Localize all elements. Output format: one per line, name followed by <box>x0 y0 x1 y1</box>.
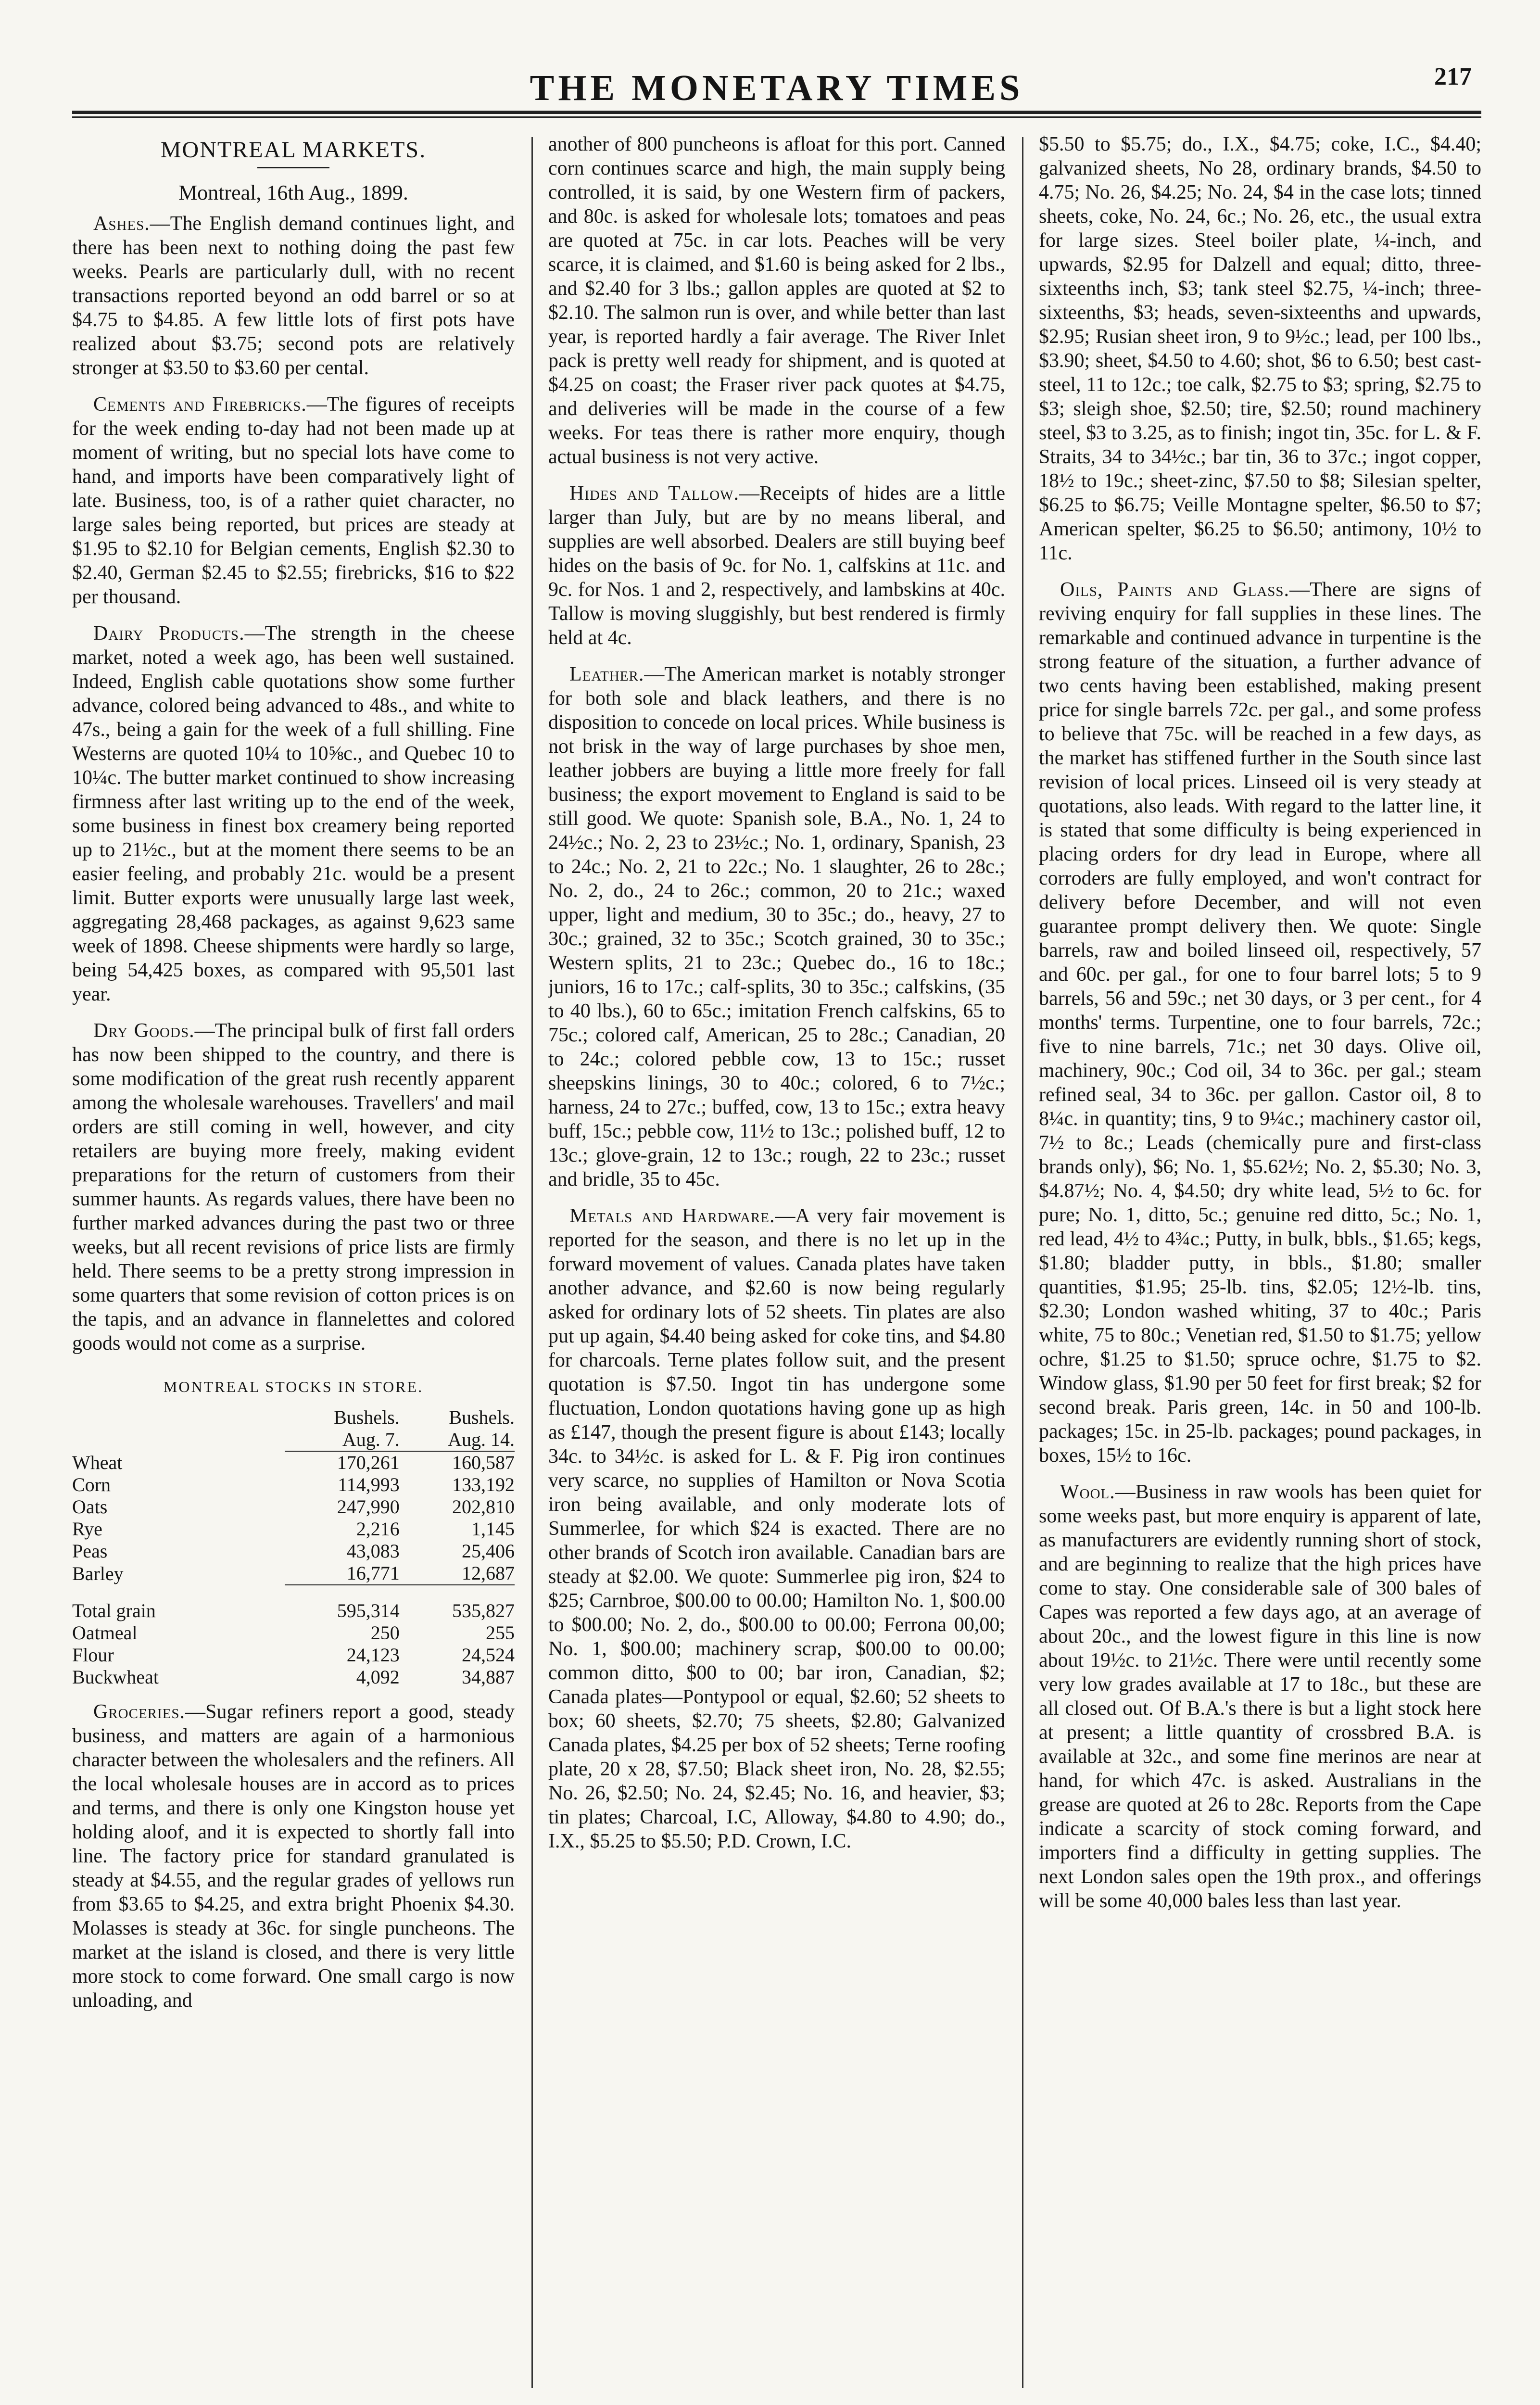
paragraph-text: —The figures of receipts for the week ending to-day had not been made up at moment of writing, but no special lots have come to hand, and imports have been comparatively light of late. Business, too, is of a rather quiet character, no large sales being reported, but prices are steady at $1.95 to $2.10 for Belgian cements, English $2.30 to $2.40, German $2.45 to $2.55; firebricks, $16 to $22 per thousand. <box>72 393 515 608</box>
table-header-date-b: Aug. 14. <box>400 1429 515 1451</box>
table-cell-name: Flour <box>72 1644 114 1666</box>
table-cell-a: 114,993 <box>338 1474 400 1495</box>
section-head: Cements and Firebricks. <box>93 393 307 416</box>
section-head: Leather. <box>569 663 644 685</box>
table-cell-b: 160,587 <box>452 1452 515 1473</box>
table-cell-name: Barley <box>72 1562 124 1584</box>
paragraph-metals-continued: $5.50 to $5.75; do., I.X., $4.75; coke, I.C., $4.40; galvanized sheets, No 28, ordinary brands, $4.50 to 4.75; No. 26, $4.25; No. 24, $4 in the case lots; tinned sheets, coke, No. 24, 6c.; No. 26, etc., the usual extra for large sizes. Steel boiler plate, ¼-inch, and upwards, $2.95 for Dalzell and equal; ditto, three-sixteenths inch, $3; tank steel $2.75, ¼-inch; three-sixteenths, $3; heads, seven-sixteenths and upwards, $2.95; Rusian sheet iron, 9 to 9½c.; lead, per 100 lbs., $3.90; sheet, $4.50 to 4.60; shot, $6 to 6.50; best cast-steel, 11 to 12c.; toe calk, $2.75 to $3; spring, $2.75 to $3; sleigh shoe, $2.50; tire, $2.50; round machinery steel, $3 to 3.25, as to finish; ingot tin, 35c. for L. & F. Straits, 34 to 34½c.; bar tin, 36 to 37c.; ingot copper, 18½ to 19c.; sheet-zinc, $7.50 to $8; Silesian spelter, $6.25 to $6.75; Veille Montagne spelter, $6.50 to $7; American spelter, $6.25 to $6.50; antimony, 10½ to 11c. <box>1039 133 1481 564</box>
table-row <box>72 1562 515 1585</box>
paragraph-text: —Sugar refiners report a good, steady business, and matters are again of a harmonious character between the wholesalers and the refiners. All the local wholesale houses are in accord as to prices and terms, and there is only one Kingston house yet holding aloof, and it is expected to shortly fall into line. The factory price for standard granulated is steady at $4.55, and the regular grades of yellows run from $3.65 to $4.25, and extra bright Phoenix $4.30. Molasses is steady at 36c. for single puncheons. The market at the island is closed, and there is very little more stock to come forward. One small cargo is now unloading, and <box>72 1701 515 2012</box>
table-header-unit-b: Bushels. <box>449 1406 515 1428</box>
table-row <box>72 1518 515 1540</box>
column-2 <box>548 132 1005 2393</box>
table-total-row <box>72 1585 515 1622</box>
table-cell-a: 43,083 <box>346 1540 400 1562</box>
section-head: Metals and Hardware. <box>569 1205 775 1227</box>
table-header-date-a: Aug. 7. <box>285 1429 400 1451</box>
table-cell-b: 535,827 <box>452 1600 515 1621</box>
paragraph-groceries <box>72 1700 515 2013</box>
table-cell-name: Oats <box>72 1496 108 1518</box>
section-head: Dry Goods. <box>93 1020 195 1042</box>
column-divider <box>1022 137 1023 2388</box>
section-head: Wool. <box>1060 1481 1115 1503</box>
table-cell-name: Oatmeal <box>72 1622 138 1644</box>
table-cell-a: 247,990 <box>337 1496 400 1518</box>
paragraph-ashes <box>72 212 515 380</box>
table-cell-a: 170,261 <box>337 1452 400 1473</box>
paragraph-text: —Business in raw wools has been quiet for some weeks past, but more enquiry is apparent of late, as manufacturers are evidently running short of stock, and are beginning to realize that the high prices have come to stay. One considerable sale of 300 bales of Capes was reported a few days ago, at an average of about 20c., and the lowest figure in this line is now about 19½c. to 21½c. There were until recently some very low grades available at 17 to 18c., but these are all closed out. Of B.A.'s there is but a light stock here at present; a little quantity of crossbred B.A. is available at 32c., and some fine merinos are near at hand, for which 47c. is asked. Australians in the grease are quoted at 26 to 28c. Reports from the Cape indicate a scarcity of stock coming forward, and importers find a difficulty in getting supplies. The next London sales open the 19th prox., and offerings will be some 40,000 bales less than last year. <box>1039 1481 1481 1912</box>
section-head: Groceries. <box>93 1701 186 1723</box>
table-cell-b: 24,524 <box>462 1644 515 1666</box>
table-cell-b: 255 <box>486 1622 515 1644</box>
paragraph-groceries-continued: another of 800 puncheons is afloat for this port. Canned corn continues scarce and high, the main supply being controlled, it is said, by one Western firm of packers, and 80c. is asked for wholesale lots; tomatoes and peas are quoted at 75c. in car lots. Peaches will be very scarce, it is claimed, and $1.60 is being asked for 2 lbs., and $2.40 for 3 lbs.; gallon apples are quoted at $2 to $2.10. The salmon run is over, and while better than last year, is reported hardly a fair average. The River Inlet pack is pretty well ready for shipment, and is quoted at $4.25 on coast; the Fraser river pack quotes at $4.75, and deliveries will be made in the course of a few weeks. For teas there is rather more enquiry, though actual business is not very active. <box>548 133 1005 468</box>
paragraph-text: —The American market is notably stronger for both sole and black leathers, and there is no disposition to concede on local prices. While business is not brisk in the way of large purchases by shoe men, leather jobbers are buying a little more freely for fall business; the export movement to England is said to be still good. We quote: Spanish sole, B.A., No. 1, 24 to 24½c.; No. 2, 23 to 23½c.; No. 1, ordinary, Spanish, 23 to 24c.; No. 2, 21 to 22c.; No. 1 slaughter, 26 to 28c.; No. 2, do., 24 to 26c.; common, 20 to 21c.; waxed upper, light and medium, 30 to 35c.; do., heavy, 27 to 30c.; grained, 32 to 35c.; Scotch grained, 30 to 35c.; Western splits, 21 to 23c.; Quebec do., 16 to 18c.; juniors, 16 to 17c.; calf-splits, 30 to 35c.; calfskins, (35 to 40 lbs.), 60 to 65c.; imitation French calfskins, 65 to 75c.; colored calf, American, 25 to 28c.; Canadian, 20 to 24c.; colored pebble cow, 13 to 15c.; russet sheepskins linings, 30 to 40c.; colored, 6 to 7½c.; harness, 24 to 27c.; buffed, cow, 13 to 15c.; extra heavy buff, 15c.; pebble cow, 11½ to 13c.; polished buff, 12 to 13c.; glove-grain, 12 to 13c.; rough, 22 to 23c.; russet and bridle, 35 to 45c. <box>548 663 1005 1190</box>
paragraph-leather <box>548 662 1005 1191</box>
paragraph-text: —The English demand continues light, and there has been next to nothing doing the past few weeks. Pearls are particularly dull, with no recent transactions reported beyond an odd barrel or so at $4.75 to $4.85. A few little lots of first pots have realized about $3.75; second pots are relatively stronger at $3.50 to $3.60 per cental. <box>72 213 515 379</box>
table-cell-a: 16,771 <box>285 1562 400 1585</box>
table-row <box>72 1496 515 1518</box>
column-divider <box>531 137 533 2388</box>
table-cell-name: Wheat <box>72 1451 123 1473</box>
table-row <box>72 1540 515 1562</box>
table-header-unit-a: Bushels. <box>334 1406 400 1428</box>
header-rule <box>72 111 1481 114</box>
paragraph-wool <box>1039 1480 1481 1913</box>
table-cell-b: 202,810 <box>452 1496 515 1518</box>
table-cell-b: 25,406 <box>462 1540 515 1562</box>
paragraph-dry-goods <box>72 1019 515 1355</box>
table-row <box>72 1644 515 1666</box>
table-cell-a: 2,216 <box>356 1518 400 1540</box>
table-header-row <box>72 1429 515 1451</box>
stocks-table-title: MONTREAL STOCKS IN STORE. <box>163 1378 424 1395</box>
table-cell-name: Peas <box>72 1540 108 1562</box>
table-cell-b: 133,192 <box>452 1474 515 1495</box>
table-row <box>72 1622 515 1644</box>
table-cell-a: 595,314 <box>337 1600 400 1621</box>
page-header <box>72 53 1481 111</box>
table-row <box>72 1666 515 1688</box>
paragraph-text: —A very fair movement is reported for the season, and there is no let up in the forward movement of values. Canada plates have taken another advance, and $2.60 is now being regularly asked for ordinary lots of 52 sheets. Tin plates are also put up again, $4.40 being asked for coke tins, and $4.80 for charcoals. Terne plates follow suit, and the present quotation is $7.50. Ingot tin has undergone some fluctuation, London quotations having gone up as high as £147, though the present figure is about £143; locally 34c. to 34½c. is asked for L. & F. Pig iron continues very scarce, no supplies of Hamilton or Nova Scotia iron being available, and only moderate lots of Summerlee, for which $24 is exacted. There are no other brands of Scotch iron available. Canadian bars are steady at $2.00. We quote: Summerlee pig iron, $24 to $25; Carnbroe, $00.00 to 00.00; Hamilton No. 1, $00.00 to $00.00; No. 2, do., $00.00 to 00.00; Ferrona 00,00; No. 1, $00.00; machinery scrap, $00.00 to 00.00; common ditto, $00 to 00; bar iron, Canadian, $2; Canada plates—Pontypool or equal, $2.60; 52 sheets to box; 60 sheets, $2.70; 75 sheets, $2.80; Galvanized Canada plates, $4.25 per box of 52 sheets; Terne roofing plate, 20 x 28, $7.50; Black sheet iron, No. 28, $2.55; No. 26, $2.50; No. 24, $2.45; No. 16, and heavier, $3; tin plates; Charcoal, I.C, Alloway, $4.80 to 4.90; do., I.X., $5.25 to $5.50; P.D. Crown, I.C. <box>548 1205 1005 1852</box>
section-head: Ashes. <box>93 213 150 235</box>
paragraph-oils <box>1039 578 1481 1468</box>
table-cell-b: 1,145 <box>471 1518 515 1540</box>
column-1 <box>72 132 515 2393</box>
table-cell-name: Rye <box>72 1518 102 1540</box>
section-head: Oils, Paints and Glass. <box>1060 579 1290 601</box>
stocks-table <box>72 1406 515 1688</box>
table-cell-name: Corn <box>72 1474 111 1495</box>
table-cell-a: 24,123 <box>346 1644 400 1666</box>
paragraph-dairy <box>72 621 515 1006</box>
paragraph-text: —The principal bulk of first fall orders has now been shipped to the country, and there is some modification of the great rush recently apparent among the wholesale warehouses. Travellers' and mail orders are still coming in well, however, and city retailers are buying more freely, making evident preparations for the return of customers from their summer haunts. As regards values, there have been no further marked advances during the past two or three weeks, but all recent revisions of price lists are firmly held. There seems to be a pretty strong impression in some quarters that some revision of cotton prices is on the tapis, and an advance in flannelettes and colored goods would not come as a surprise. <box>72 1020 515 1354</box>
page-number: 217 <box>1434 63 1472 90</box>
table-cell-b: 12,687 <box>400 1562 515 1585</box>
paragraph-text: —There are signs of reviving enquiry for fall supplies in these lines. The remarkable and continued advance in turpentine is the strong feature of the situation, a further advance of two cents having been established, making present price for single barrels 72c. per gal., and some profess to believe that 75c. will be reached in a few days, as the market has stiffened further in the South since last revision of local prices. Linseed oil is very steady at quotations, also leads. With regard to the latter line, it is stated that some difficulty is being experienced in placing orders for dry lead in Europe, where all corroders are fully employed, and won't contract for delivery before December, and will not even guarantee prompt delivery then. We quote: Single barrels, raw and boiled linseed oil, respectively, 57 and 60c. per gal., for one to four barrel lots; 5 to 9 barrels, 56 and 59c.; net 30 days, or 3 per cent., for 4 months' terms. Turpentine, one to four barrels, 72c.; five to nine barrels, 71c.; net 30 days. Olive oil, machinery, 90c.; Cod oil, 34 to 36c. per gal.; steam refined seal, 34 to 36c. per gallon. Castor oil, 8 to 8¼c. in quantity; tins, 9 to 9¼c.; machinery castor oil, 7½ to 8c.; Leads (chemically pure and first-class brands only), $6; No. 1, $5.62½; No. 2, $5.30; No. 3, $4.87½; No. 4, $4.50; dry white lead, 5½ to 6c. for pure; No. 1, ditto, 5c.; genuine red ditto, 5c.; No. 1, red lead, 4½ to 4¾c.; Putty, in bulk, bbls., $1.65; kegs, $1.80; bladder putty, in bbls., $1.80; smaller quantities, $1.95; 25-lb. tins, $2.05; 12½-lb. tins, $2.30; London washed whiting, 37 to 40c.; Paris white, 75 to 80c.; Venetian red, $1.50 to $1.75; yellow ochre, $1.25 to $1.50; spruce ochre, $1.75 to $2. Window glass, $1.90 per 50 feet for first break; $2 for second break. Paris green, 14c. in 50 and 100-lb. packages; 15c. in 25-lb. packages; pound packages, in boxes, 15½ to 16c. <box>1039 579 1481 1467</box>
paragraph-text: —Receipts of hides are a little larger than July, but are by no means liberal, and supplies are well absorbed. Dealers are still buying beef hides on the basis of 9c. for No. 1, calfskins at 11c. and 9c. for Nos. 1 and 2, respectively, and lambskins at 40c. Tallow is moving sluggishly, but best rendered is firmly held at 4c. <box>548 482 1005 649</box>
table-header-blank <box>72 1406 285 1429</box>
paragraph-metals <box>548 1204 1005 1853</box>
article-columns <box>72 132 1481 2393</box>
table-cell-b: 34,887 <box>462 1666 515 1688</box>
title-rule <box>257 167 329 168</box>
paragraph-text: —The strength in the cheese market, noted a week ago, has been well sustained. Indeed, English cable quotations show some further advance, colored being advanced to 48s., and white to 47s., being a gain for the week of a full shilling. Fine Westerns are quoted 10¼ to 10⅝c., and Quebec 10 to 10¼c. The butter market continued to show increasing firmness after last writing up to the end of the week, some business in finest box creamery being reported up to 21½c., but at the moment there seems to be an easier feeling, and probably 21c. would be a present limit. Butter exports were unusually large last week, aggregating 28,468 packages, as against 9,623 same week of 1898. Cheese shipments were hardly so large, being 54,425 boxes, as compared with 95,501 last year. <box>72 622 515 1005</box>
column-3 <box>1039 132 1481 2393</box>
table-header-row <box>72 1406 515 1429</box>
table-cell-a: 4,092 <box>356 1666 400 1688</box>
table-cell-name: Buckwheat <box>72 1666 159 1688</box>
table-cell-a: 250 <box>370 1622 400 1644</box>
table-cell-name: Total grain <box>72 1599 156 1621</box>
table-row <box>72 1451 515 1474</box>
article-title: MONTREAL MARKETS. <box>160 137 427 163</box>
masthead: THE MONETARY TIMES <box>530 68 1024 108</box>
dateline: Montreal, 16th Aug., 1899. <box>178 181 408 204</box>
section-head: Hides and Tallow. <box>569 482 740 505</box>
paragraph-cements <box>72 392 515 609</box>
section-head: Dairy Products. <box>93 622 245 645</box>
table-row <box>72 1474 515 1496</box>
header-rule-thin <box>72 116 1481 118</box>
paragraph-hides <box>548 481 1005 650</box>
table-header-blank <box>72 1429 285 1451</box>
